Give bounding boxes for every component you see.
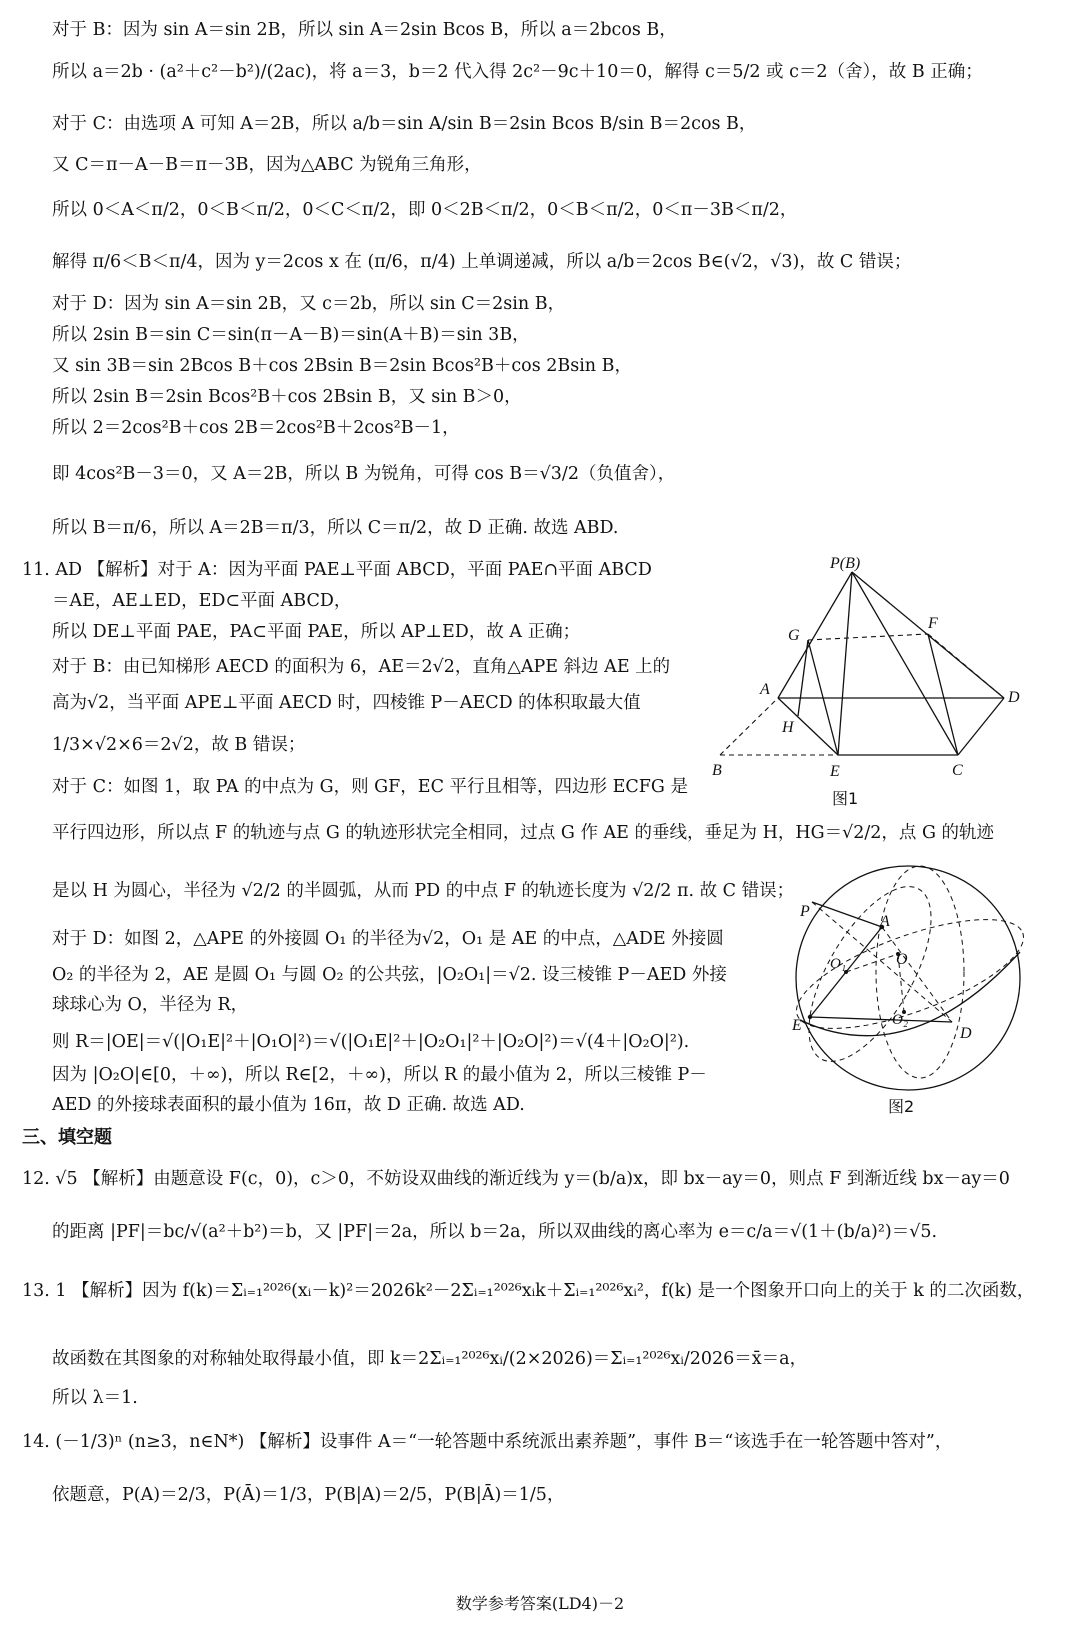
fig1-label-p: P(B) [830, 555, 861, 572]
fig1-label-e: E [830, 763, 840, 780]
text-line-3: 对于 C：由选项 A 可知 A＝2B，所以 a/b＝sin A/sin B＝2sin Bcos B/sin B＝2cos B， [52, 114, 757, 134]
fig2-label-d: D [960, 1025, 972, 1042]
q11-line-3: 所以 DE⊥平面 PAE，PA⊂平面 PAE，所以 AP⊥ED，故 A 正确； [52, 622, 581, 642]
figure-2-sphere [770, 862, 1040, 1094]
q11-line-12: 球球心为 O，半径为 R， [52, 995, 249, 1015]
q11-line-5: 高为√2，当平面 APE⊥平面 AECD 时，四棱锥 P－AECD 的体积取最大值 [52, 693, 641, 713]
q11-line-7: 对于 C：如图 1，取 PA 的中点为 G，则 GF，EC 平行且相等，四边形 ECFG 是 [52, 777, 688, 797]
q13-line-2: 故函数在其图象的对称轴处取得最小值，即 k＝2Σᵢ₌₁²⁰²⁶xᵢ/(2×2026)＝Σᵢ₌₁²⁰²⁶xᵢ/2026＝x̄＝a， [52, 1349, 808, 1369]
q11-line-6: 1/3×√2×6＝2√2，故 B 错误； [52, 735, 306, 755]
fig2-label-o: O [896, 951, 908, 968]
page-footer: 数学参考答案(LD4)－2 [455, 1594, 625, 1613]
q13-line-3: 所以 λ＝1. [52, 1388, 138, 1408]
text-line-4: 又 C＝π－A－B＝π－3B，因为△ABC 为锐角三角形， [52, 155, 482, 175]
fig2-label-o1: O₁ [830, 956, 847, 972]
text-line-13: 所以 B＝π/6，所以 A＝2B＝π/3，所以 C＝π/2，故 D 正确. 故选 ABD. [52, 518, 619, 538]
q11-line-13: 则 R＝|OE|＝√(|O₁E|²＋|O₁O|²)＝√(|O₁E|²＋|O₂O₁|²＋|O₂O|²)＝√(4＋|O₂O|²). [52, 1032, 690, 1052]
fig1-label-c: C [952, 762, 963, 779]
text-line-1: 对于 B：因为 sin A＝sin 2B，所以 sin A＝2sin Bcos B，所以 a＝2bcos B， [52, 20, 677, 40]
text-line-9: 又 sin 3B＝sin 2Bcos B＋cos 2Bsin B＝2sin Bcos²B＋cos 2Bsin B， [52, 356, 633, 376]
fig1-label-b: B [712, 762, 722, 779]
text-line-11: 所以 2＝2cos²B＋cos 2B＝2cos²B＋2cos²B－1， [52, 418, 460, 438]
q11-line-4: 对于 B：由已知梯形 AECD 的面积为 6，AE＝2√2，直角△APE 斜边 AE 上的 [52, 657, 671, 677]
fig1-label-g: G [788, 627, 800, 644]
q11-line-1: 11. AD 【解析】对于 A：因为平面 PAE⊥平面 ABCD，平面 PAE∩平面 ABCD [22, 560, 652, 580]
fig1-label-a: A [760, 681, 770, 698]
q11-line-11: O₂ 的半径为 2，AE 是圆 O₁ 与圆 O₂ 的公共弦，|O₂O₁|＝√2. 设三棱锥 P－AED 外接 [52, 965, 727, 985]
fig1-label-d: D [1008, 689, 1020, 706]
fig2-label-e: E [792, 1017, 802, 1034]
q11-line-9: 是以 H 为圆心，半径为 √2/2 的半圆弧，从而 PD 的中点 F 的轨迹长度为 √2/2 π. 故 C 错误； [52, 881, 795, 901]
q11-line-15: AED 的外接球表面积的最小值为 16π，故 D 正确. 故选 AD. [52, 1095, 525, 1115]
text-line-5: 所以 0＜A＜π/2，0＜B＜π/2，0＜C＜π/2，即 0＜2B＜π/2，0＜B＜π/2，0＜π－3B＜π/2， [52, 200, 798, 220]
q12-line-1: 12. √5 【解析】由题意设 F(c，0)，c＞0，不妨设双曲线的渐近线为 y＝(b/a)x，即 bx－ay＝0，则点 F 到渐近线 bx－ay＝0 [22, 1169, 1010, 1189]
figure-1-caption: 图1 [832, 789, 859, 808]
text-line-6: 解得 π/6＜B＜π/4，因为 y＝2cos x 在 (π/6，π/4) 上单调递减，所以 a/b＝2cos B∈(√2，√3)，故 C 错误； [52, 252, 912, 272]
q12-line-2: 的距离 |PF|＝bc/√(a²＋b²)＝b，又 |PF|＝2a，所以 b＝2a，所以双曲线的离心率为 e＝c/a＝√(1＋(b/a)²)＝√5. [52, 1222, 938, 1242]
fig1-label-f: F [928, 615, 938, 632]
text-line-12: 即 4cos²B－3＝0，又 A＝2B，所以 B 为锐角，可得 cos B＝√3/2（负值舍）， [52, 464, 676, 484]
fig1-label-h: H [782, 719, 794, 736]
fig2-label-o2: O₂ [892, 1012, 909, 1028]
figure-1-pyramid [700, 548, 1040, 788]
fig2-label-a: A [880, 913, 890, 930]
q13-line-1: 13. 1 【解析】因为 f(k)＝Σᵢ₌₁²⁰²⁶(xᵢ－k)²＝2026k²－2Σᵢ₌₁²⁰²⁶xᵢk＋Σᵢ₌₁²⁰²⁶xᵢ²，f(k) 是一个图象开口向上的关于 k 的二次函数， [22, 1281, 1035, 1301]
text-line-10: 所以 2sin B＝2sin Bcos²B＋cos 2Bsin B，又 sin B＞0， [52, 387, 522, 407]
q14-line-1: 14. (－1/3)ⁿ (n≥3，n∈N*) 【解析】设事件 A＝“一轮答题中系统派出素养题”，事件 B＝“该选手在一轮答题中答对”， [22, 1432, 953, 1452]
q11-line-10: 对于 D：如图 2，△APE 的外接圆 O₁ 的半径为√2，O₁ 是 AE 的中点，△ADE 外接圆 [52, 929, 724, 949]
section-heading: 三、填空题 [22, 1127, 112, 1148]
figure-2-caption: 图2 [888, 1097, 915, 1116]
fig2-label-p: P [800, 903, 810, 920]
text-line-2: 所以 a＝2b · (a²＋c²－b²)/(2ac)，将 a＝3，b＝2 代入得 2c²－9c＋10＝0，解得 c＝5/2 或 c＝2（舍），故 B 正确； [52, 62, 983, 82]
q11-line-2: ＝AE，AE⊥ED，ED⊂平面 ABCD， [52, 591, 352, 611]
text-line-7: 对于 D：因为 sin A＝sin 2B，又 c＝2b，所以 sin C＝2sin B， [52, 294, 566, 314]
q11-line-8: 平行四边形，所以点 F 的轨迹与点 G 的轨迹形状完全相同，过点 G 作 AE 的垂线，垂足为 H，HG＝√2/2，点 G 的轨迹 [52, 823, 994, 843]
q14-line-2: 依题意，P(A)＝2/3，P(Ā)＝1/3，P(B|A)＝2/5，P(B|Ā)＝1/5， [52, 1485, 565, 1505]
text-line-8: 所以 2sin B＝sin C＝sin(π－A－B)＝sin(A＋B)＝sin 3B， [52, 325, 530, 345]
q11-line-14: 因为 |O₂O|∈[0，＋∞)，所以 R∈[2，＋∞)，所以 R 的最小值为 2，所以三棱锥 P－ [52, 1065, 707, 1085]
